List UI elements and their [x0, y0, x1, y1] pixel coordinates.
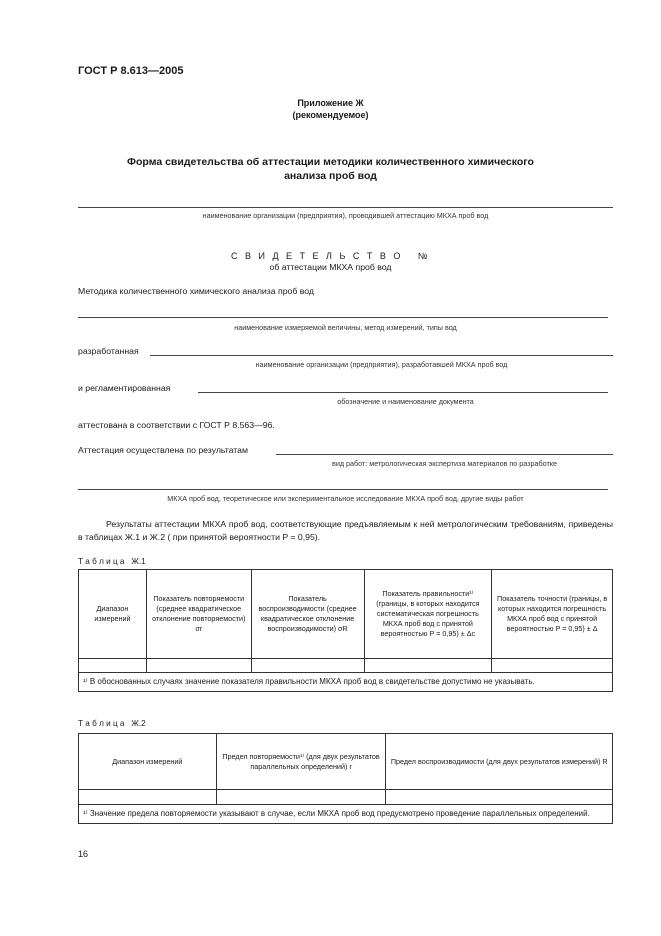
- attestation-line-2: [78, 489, 608, 490]
- table2-cell: [386, 790, 613, 805]
- table2-header-reproducibility-limit: Предел воспроизводимости (для двух результатов измерений) R: [386, 734, 613, 790]
- table1-cell: [251, 659, 364, 673]
- form-title: Форма свидетельства об аттестации методики количественного химического анализа проб вод: [127, 156, 534, 182]
- table1-empty-row: [79, 659, 613, 673]
- regulated-caption: обозначение и наименование документа: [337, 397, 474, 406]
- results-paragraph: Результаты аттестации МКХА проб вод, соответствующие предъявляемым к ней метрологическим требованиям, приведены в таблицах Ж.1 и Ж.2 ( при принятой вероятности P = 0,95).: [78, 519, 613, 542]
- table1-header-row: [79, 570, 613, 659]
- table1-cell: [146, 659, 251, 673]
- table2-header-repeatability-limit: Предел повторяемости¹⁾ (для двух результатов параллельных определений) r: [216, 734, 386, 790]
- developed-label: разработанная: [78, 346, 139, 356]
- developed-line: [150, 355, 613, 356]
- table1-header-repeatability: Показатель повторяемости (среднее квадратическое отклонение повторяемости) σr: [146, 570, 251, 659]
- developed-caption: наименование организации (предприятия), разработавшей МКХА проб вод: [255, 360, 508, 369]
- table2-footnote: ¹⁾ Значение предела повторяемости указывают в случае, если МКХА проб вод предусмотрено проведение параллельных определений.: [79, 805, 613, 824]
- attestation-caption: вид работ: метрологическая экспертиза материалов по разработке: [332, 459, 557, 468]
- table-2: [78, 733, 613, 824]
- table2-label: Т а б л и ц а Ж.2: [78, 719, 146, 728]
- org-line: [78, 207, 613, 208]
- table2-empty-row: [79, 790, 613, 805]
- table1-header-range: Диапазон измерений: [79, 570, 147, 659]
- table2-header-range: Диапазон измерений: [79, 734, 217, 790]
- attested-text: аттестована в соответствии с ГОСТ Р 8.563—96.: [78, 420, 275, 430]
- method-line: [78, 317, 608, 318]
- table2-note-row: [79, 805, 613, 824]
- table-1: [78, 569, 613, 692]
- regulated-label: и регламентированная: [78, 383, 171, 393]
- regulated-line: [198, 392, 608, 393]
- attestation-line: [276, 454, 613, 455]
- attestation-caption-2: МКХА проб вод, теоретическое или экспериментальное исследование МКХА проб вод, другие виды работ: [167, 494, 524, 503]
- table2-header-row: [79, 734, 613, 790]
- table2-cell: [216, 790, 386, 805]
- attestation-label: Аттестация осуществлена по результатам: [78, 445, 248, 455]
- method-caption: наименование измеряемой величины, метод измерений, типы вод: [234, 323, 457, 332]
- certificate-heading: С В И Д Е Т Е Л Ь С Т В О №: [230, 251, 431, 261]
- appendix-subtitle: (рекомендуемое): [292, 110, 369, 120]
- table2-cell: [79, 790, 217, 805]
- page-number: 16: [78, 849, 89, 859]
- table1-cell: [364, 659, 492, 673]
- certificate-subheading: об аттестации МКХА проб вод: [269, 262, 392, 272]
- org-caption: наименование организации (предприятия), проводившей аттестацию МКХА проб вод: [202, 211, 489, 220]
- method-label: Методика количественного химического анализа проб вод: [78, 286, 314, 296]
- table1-header-reproducibility: Показатель воспроизводимости (среднее квадратическое отклонение воспроизводимости) σR: [251, 570, 364, 659]
- table1-note-row: [79, 673, 613, 692]
- table1-header-trueness: Показатель правильности¹⁾ (границы, в которых находится систематическая погрешность МКХА проб вод с принятой вероятностью P = 0,95) ± Δс: [364, 570, 492, 659]
- table1-header-accuracy: Показатель точности (границы, в которых находится погрешность МКХА проб вод с принятой вероятностью P = 0,95) ± Δ: [492, 570, 613, 659]
- table1-label: Т а б л и ц а Ж.1: [78, 557, 146, 566]
- table1-footnote: ¹⁾ В обоснованных случаях значение показателя правильности МКХА проб вод в свидетельстве допустимо не указывать.: [79, 673, 613, 692]
- document-code: ГОСТ Р 8.613—2005: [78, 65, 184, 77]
- appendix-title: Приложение Ж: [297, 98, 364, 108]
- table1-cell: [492, 659, 613, 673]
- table1-cell: [79, 659, 147, 673]
